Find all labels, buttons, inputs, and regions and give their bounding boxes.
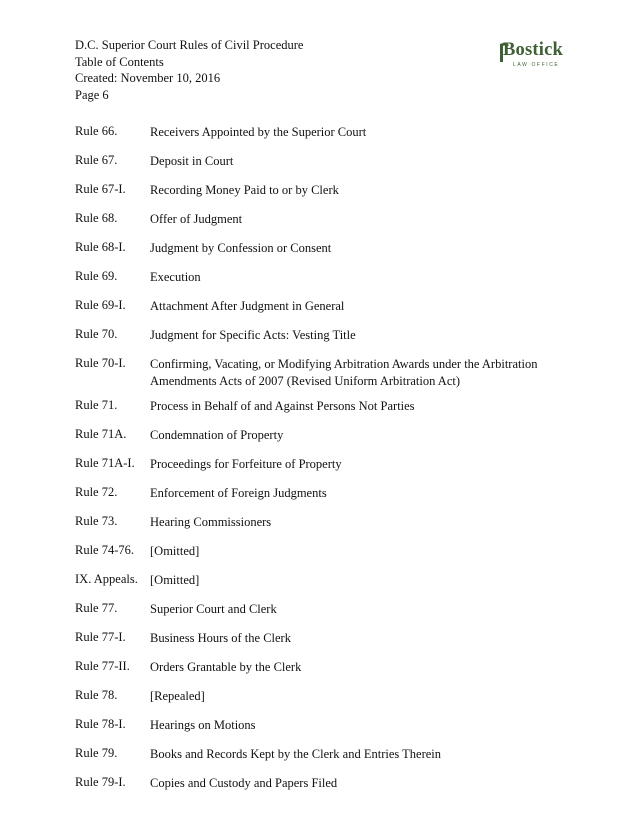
rule-row: [75, 688, 575, 705]
created-date: Created: November 10, 2016: [75, 71, 221, 85]
rule-row: [75, 514, 575, 531]
rule-title: Receivers Appointed by the Superior Court: [150, 125, 367, 139]
rule-title: [Omitted]: [150, 544, 200, 558]
rule-title: Enforcement of Foreign Judgments: [150, 486, 327, 500]
rule-title: Judgment for Specific Acts: Vesting Title: [150, 328, 356, 342]
rule-number: Rule 67-I.: [75, 182, 126, 196]
rule-row: [75, 269, 575, 286]
logo-subtitle: LAW OFFICE: [513, 62, 560, 68]
rule-number: IX. Appeals.: [75, 572, 138, 586]
rule-title: Copies and Custody and Papers Filed: [150, 776, 338, 790]
rule-title: Books and Records Kept by the Clerk and Entries Therein: [150, 747, 442, 761]
rule-title: Business Hours of the Clerk: [150, 631, 291, 645]
rule-number: Rule 71.: [75, 398, 118, 412]
rule-number: Rule 66.: [75, 124, 118, 138]
rule-number: Rule 73.: [75, 514, 118, 528]
rule-title: [Repealed]: [150, 689, 205, 703]
rule-row: [75, 601, 575, 618]
rule-number: Rule 79.: [75, 746, 118, 760]
rule-title: Attachment After Judgment in General: [150, 299, 345, 313]
document-header: [75, 37, 303, 103]
rule-row: [75, 298, 575, 315]
rule-row: [75, 456, 575, 473]
rule-row: [75, 182, 575, 199]
rule-title: Hearings on Motions: [150, 718, 256, 732]
bostick-logo: [497, 42, 567, 72]
rule-title: Offer of Judgment: [150, 212, 243, 226]
rule-number: Rule 77.: [75, 601, 118, 615]
rule-number: Rule 71A.: [75, 427, 127, 441]
rule-number: Rule 72.: [75, 485, 118, 499]
rule-row: [75, 427, 575, 444]
rule-title: [Omitted]: [150, 573, 200, 587]
rule-title: Confirming, Vacating, or Modifying Arbitration Awards under the Arbitration Amendments Acts of 2007 (Revised Uniform Arbitration Act): [150, 357, 538, 388]
rule-title: Condemnation of Property: [150, 428, 284, 442]
document-subtitle: Table of Contents: [75, 54, 164, 69]
rule-title: Execution: [150, 270, 201, 284]
rule-title: Superior Court and Clerk: [150, 602, 277, 616]
page-number: Page 6: [75, 87, 109, 102]
logo-name: Bostick: [503, 40, 563, 60]
rule-title: Recording Money Paid to or by Clerk: [150, 183, 339, 197]
document-title: D.C. Superior Court Rules of Civil Procedure: [75, 38, 304, 52]
rule-row: [75, 398, 575, 415]
rule-title: Hearing Commissioners: [150, 515, 272, 529]
rule-row: [75, 746, 575, 763]
rule-row: [75, 543, 575, 560]
rule-title: Orders Grantable by the Clerk: [150, 660, 302, 674]
rule-row: [75, 485, 575, 502]
rule-row: [75, 572, 575, 589]
rule-number: Rule 71A-I.: [75, 456, 135, 470]
rule-row: [75, 659, 575, 676]
rule-row: [75, 153, 575, 170]
rule-number: Rule 77-I.: [75, 630, 126, 644]
rule-number: Rule 79-I.: [75, 775, 126, 789]
rule-number: Rule 68-I.: [75, 240, 126, 254]
rule-number: Rule 78-I.: [75, 717, 126, 731]
rule-title: Judgment by Confession or Consent: [150, 241, 332, 255]
rule-number: Rule 68.: [75, 211, 118, 225]
rule-number: Rule 74-76.: [75, 543, 135, 557]
rule-row: [75, 630, 575, 647]
rule-number: Rule 69.: [75, 269, 118, 283]
rule-title: Deposit in Court: [150, 154, 234, 168]
rule-row: [75, 717, 575, 734]
rule-number: Rule 69-I.: [75, 298, 126, 312]
rule-row: [75, 240, 575, 257]
rule-number: Rule 77-II.: [75, 659, 130, 673]
rule-number: Rule 70-I.: [75, 356, 126, 370]
rule-row: [75, 327, 575, 344]
rule-row: [75, 211, 575, 228]
rule-row: [75, 356, 575, 390]
rule-title: Process in Behalf of and Against Persons Not Parties: [150, 399, 415, 413]
rule-number: Rule 78.: [75, 688, 118, 702]
rule-row: [75, 775, 575, 792]
rule-row: [75, 124, 575, 141]
rule-number: Rule 67.: [75, 153, 118, 167]
rule-number: Rule 70.: [75, 327, 118, 341]
rule-title: Proceedings for Forfeiture of Property: [150, 457, 342, 471]
